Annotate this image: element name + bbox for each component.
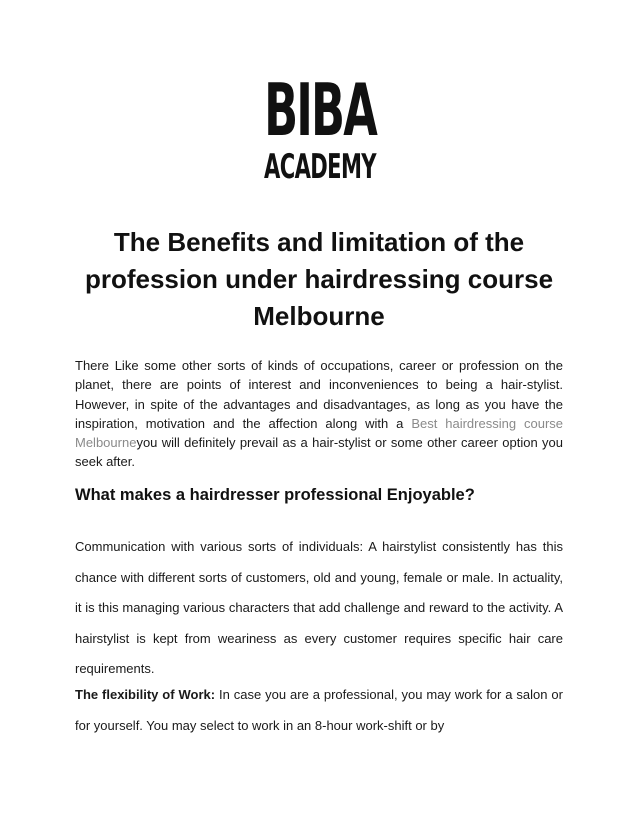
- logo-line-biba: BIBA: [264, 68, 376, 152]
- intro-text-before: There Like some other sorts of kinds of occupations, career or profession on the planet, there are points of interest and inconveniences to being a hair-stylist. However, in spite of the advantages and disadvantages, as long as you have the inspiration, motivation and the affection along with a: [75, 358, 563, 431]
- section-heading: What makes a hairdresser professional Enjoyable?: [75, 486, 475, 504]
- intro-text-after: you will definitely prevail as a hair-stylist or some other career option you seek after.: [75, 435, 563, 470]
- communication-paragraph: Communication with various sorts of individuals: A hairstylist consistently has this chance with different sorts of customers, old and young, female or male. In actuality, it is this managing various characters that add challenge and reward to the activity. A hairstylist is kept from weariness as every customer requires specific hair care requirements.: [75, 539, 563, 677]
- flexibility-text: In case you are a professional, you may work for a salon or for yourself. You may select to work in an 8-hour work-shift or by: [75, 687, 563, 733]
- biba-academy-logo: [262, 68, 378, 187]
- intro-paragraph: [75, 356, 563, 472]
- hairdressing-course-link[interactable]: Best hairdressing course Melbourne: [75, 415, 563, 451]
- flexibility-paragraph: [75, 680, 563, 741]
- page-title: The Benefits and limitation of the profession under hairdressing course Melbourne: [84, 227, 554, 331]
- flexibility-label: The flexibility of Work:: [75, 687, 216, 702]
- logo-line-academy: ACADEMY: [264, 147, 376, 187]
